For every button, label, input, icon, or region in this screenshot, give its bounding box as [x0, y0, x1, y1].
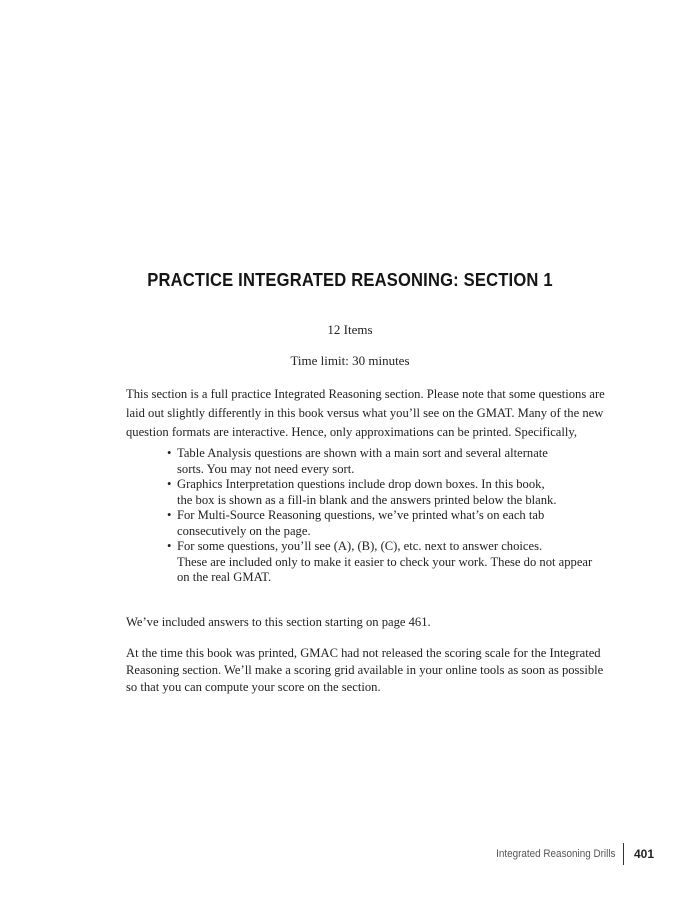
list-item-line: on the real GMAT.: [177, 570, 272, 584]
scoring-paragraph: [126, 645, 604, 696]
bullet-icon: •: [167, 446, 172, 460]
running-head: Integrated Reasoning Drills: [496, 848, 616, 860]
list-item: [167, 539, 593, 586]
page-number: 401: [633, 847, 654, 861]
bullet-icon: •: [167, 539, 172, 553]
list-item-line: sorts. You may not need every sort.: [177, 461, 355, 476]
list-item: [167, 477, 587, 508]
item-count: 12 Items: [327, 322, 373, 337]
scoring-line: Reasoning section. We’ll make a scoring grid available in your online tools as soon as possible: [126, 663, 604, 677]
bullet-icon: •: [167, 508, 172, 522]
answers-note-text: We’ve included answers to this section starting on page 461.: [126, 615, 431, 629]
scoring-line: so that you can compute your score on the section.: [126, 680, 381, 694]
list-item-line: Graphics Interpretation questions include drop down boxes. In this book,: [177, 477, 545, 491]
list-item-line: For Multi-Source Reasoning questions, we’ve printed what’s on each tab: [177, 508, 545, 522]
intro-line: This section is a full practice Integrated Reasoning section. Please note that some questions are: [126, 387, 605, 401]
time-limit: Time limit: 30 minutes: [290, 353, 410, 368]
list-item-line: Table Analysis questions are shown with a main sort and several alternate: [177, 446, 548, 460]
bullet-icon: •: [167, 477, 172, 491]
answers-note: [126, 613, 596, 632]
list-item-line: These are included only to make it easier to check your work. These do not appear: [177, 554, 593, 569]
footer-divider: [623, 843, 624, 865]
notes-list: [167, 446, 593, 586]
list-item-line: the box is shown as a fill-in blank and the answers printed below the blank.: [177, 492, 557, 507]
page-footer: [482, 844, 654, 864]
scoring-line: At the time this book was printed, GMAC had not released the scoring scale for the Integrated: [126, 646, 601, 660]
intro-paragraph: [126, 385, 605, 442]
intro-line: question formats are interactive. Hence, only approximations can be printed. Specifically,: [126, 425, 578, 439]
list-item-line: For some questions, you’ll see (A), (B), (C), etc. next to answer choices.: [177, 539, 543, 553]
list-item: [167, 508, 587, 539]
intro-line: laid out slightly differently in this book versus what you’ll see on the GMAT. Many of the new: [126, 406, 604, 420]
list-item-line: consecutively on the page.: [177, 523, 311, 538]
list-item: [167, 446, 587, 477]
section-title: PRACTICE INTEGRATED REASONING: SECTION 1: [147, 270, 553, 290]
